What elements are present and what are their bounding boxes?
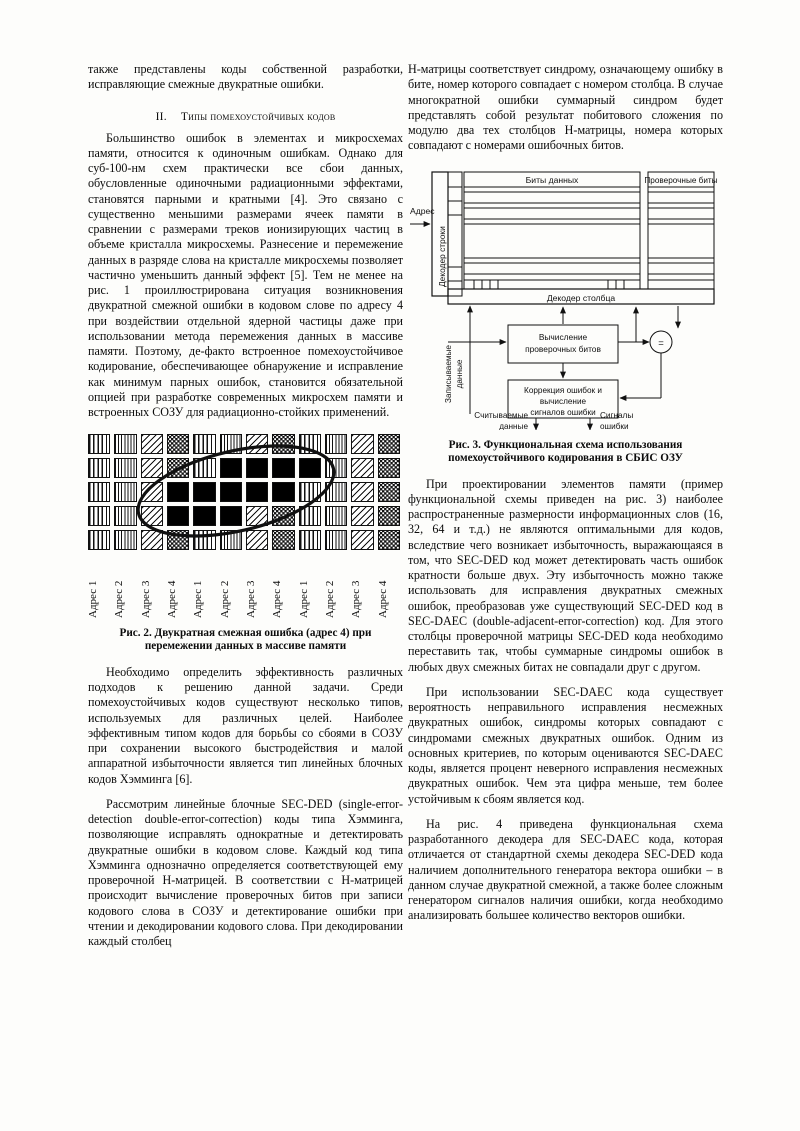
memory-cell xyxy=(141,458,163,478)
address-label: Адрес 4 xyxy=(166,580,179,618)
memory-cell xyxy=(114,506,136,526)
memory-cell xyxy=(272,434,294,454)
memory-cell xyxy=(193,530,215,550)
memory-cell xyxy=(246,530,268,550)
address-label: Адрес 4 xyxy=(376,580,389,618)
memory-cell xyxy=(325,458,347,478)
figure-3 xyxy=(408,162,723,430)
memory-cell xyxy=(272,530,294,550)
label-check-calc-line2: проверочных битов xyxy=(525,343,601,354)
memory-cell xyxy=(351,458,373,478)
address-label-row xyxy=(88,556,400,618)
memory-cell xyxy=(88,458,110,478)
memory-cell-error xyxy=(246,458,268,478)
address-label: Адрес 3 xyxy=(350,580,363,618)
left-column xyxy=(88,62,403,949)
figure-2-graphic xyxy=(88,434,400,550)
memory-cell xyxy=(88,434,110,454)
address-label: Адрес 1 xyxy=(297,580,310,618)
memory-cell xyxy=(167,434,189,454)
figure-2-caption: Рис. 2. Двукратная смежная ошибка (адрес 4) при перемежении данных в массиве памяти xyxy=(119,626,372,653)
memory-cell-error xyxy=(220,506,242,526)
figure-3-caption: Рис. 3. Функциональная схема использования помехоустойчивого кодирования в СБИС ОЗУ xyxy=(448,438,683,465)
label-comparator: = xyxy=(658,337,664,349)
memory-cell-error xyxy=(220,482,242,502)
label-address: Адрес xyxy=(410,205,435,216)
address-label: Адрес 3 xyxy=(245,580,258,618)
memory-cell xyxy=(351,482,373,502)
paragraph-p3: Необходимо определить эффективность различных подходов к решению данной задачи. Среди помехоустойчивых кодов существуют несколько типов, используемых для различных целей. Наиболее эффективным типом кодов для борьбы со сбоями в СОЗУ при сохранении высокого быстродействия и малой аппаратной избыточности является тип линейных блочных кодов Хэмминга [6]. xyxy=(88,664,403,786)
memory-cell-error xyxy=(246,482,268,502)
label-error-signals-line1: Сигналы xyxy=(600,410,634,420)
address-label: Адрес 1 xyxy=(192,580,205,618)
memory-cell-error xyxy=(220,458,242,478)
memory-cell xyxy=(299,530,321,550)
label-row-decoder: Декодер строки xyxy=(437,225,447,287)
label-write-data-line1: Записываемые xyxy=(444,344,453,403)
memory-cell xyxy=(114,458,136,478)
memory-cell-error xyxy=(272,482,294,502)
memory-cell xyxy=(114,434,136,454)
memory-cell xyxy=(220,434,242,454)
label-write-data-line2: данные xyxy=(455,359,464,388)
memory-cell xyxy=(325,482,347,502)
memory-cell xyxy=(378,458,400,478)
paragraph-p1: также представлены коды собственной разработки, исправляющие смежные двукратные ошибки. xyxy=(88,62,403,92)
memory-cell xyxy=(114,482,136,502)
memory-cell xyxy=(167,458,189,478)
label-read-data-line2: данные xyxy=(499,421,528,430)
label-check-calc-line1: Вычисление xyxy=(538,331,588,342)
memory-cell xyxy=(88,482,110,502)
memory-cell xyxy=(272,506,294,526)
paragraph-p4: Рассмотрим линейные блочные SEC-DED (single-error-detection double-error-correction) коды типа Хэмминга, позволяющие исправлять однократные и детектировать двукратные ошибки в кодовом слове. Каждый код типа Хэмминга однозначно определяется соответствующей ему проверочной H-матрицей. В соответствии с H-матрицей происходит вычисление проверочных битов при записи кодового слова в СОЗУ и детектирование ошибки при чтении и декодировании кодового слова. При декодировании каждый столбец xyxy=(88,796,403,949)
address-label: Адрес 4 xyxy=(271,580,284,618)
label-column-decoder: Декодер столбца xyxy=(546,292,616,303)
memory-cell xyxy=(351,506,373,526)
label-read-data-line1: Считываемые xyxy=(474,410,528,420)
memory-cell xyxy=(193,458,215,478)
figure-2 xyxy=(88,434,403,654)
label-data-bits: Биты данных xyxy=(525,174,579,185)
memory-cell xyxy=(325,530,347,550)
label-correction-line1: Коррекция ошибок и xyxy=(524,385,602,395)
memory-cell xyxy=(88,530,110,550)
memory-cell xyxy=(141,530,163,550)
memory-cell xyxy=(378,482,400,502)
memory-cell xyxy=(325,506,347,526)
memory-cell-error xyxy=(167,506,189,526)
memory-cell xyxy=(246,506,268,526)
memory-cell-error xyxy=(167,482,189,502)
paragraph-p7: При использовании SEC-DAEC кода существует вероятность неправильного исправления несмежных двукратных ошибок, синдромы которых совпадают с синдромами смежных двукратных ошибок. Одним из основных критериев, по которым оцениваются SEC-DAEC коды, является процент неверного исправления несмежных двукратных ошибок. Чем эта цифра меньше, тем более устойчивым к сбоям является код. xyxy=(408,684,723,806)
memory-cell xyxy=(378,530,400,550)
memory-cell xyxy=(351,434,373,454)
memory-cell xyxy=(141,434,163,454)
memory-cell xyxy=(325,434,347,454)
memory-cell-error xyxy=(299,458,321,478)
paragraph-p5: H-матрицы соответствует синдрому, означающему ошибку в бите, номер которого совпадает с номером столбца. В случае многократной ошибки суммарный синдром будет представлять собой результат побитового сложения по модулю два тех столбцов H-матрицы, номера которых совпадают с номерами ошибочных битов. xyxy=(408,62,723,153)
section-number: II. xyxy=(155,109,167,123)
address-label: Адрес 2 xyxy=(218,580,231,618)
label-check-bits: Проверочные биты xyxy=(644,175,718,185)
memory-cell xyxy=(114,530,136,550)
address-label: Адрес 1 xyxy=(87,580,99,618)
address-label: Адрес 2 xyxy=(113,580,126,618)
memory-cell xyxy=(351,530,373,550)
memory-cell xyxy=(299,434,321,454)
figure-3-block-diagram xyxy=(408,162,723,430)
memory-cell-error xyxy=(272,458,294,478)
paragraph-p8: На рис. 4 приведена функциональная схема разработанного декодера для SEC-DAEC кода, которая отличается от стандартной схемы декодера SEC-DED кода наличием дополнительного генератора вектора ошибки – в данном случае двукратной смежной, а также более сложным генератором сигналов наличия ошибки, когда необходимо анализировать большее количество векторов ошибки. xyxy=(408,816,723,923)
label-correction-line2: вычисление xyxy=(539,396,587,406)
memory-cell xyxy=(193,434,215,454)
memory-array-grid xyxy=(88,434,400,550)
memory-cell xyxy=(167,530,189,550)
memory-cell xyxy=(141,482,163,502)
paragraph-p2: Большинство ошибок в элементах и микросхемах памяти, относится к одиночным ошибкам. Однако для суб-100-нм схем практически все сбои данных, обусловленные одиночными радиационными эффектами, становятся парными и кратными [4]. Это связано с существенно меньшими размерами ячеек памяти в сравнении с размерами треков ионизирующих частиц в объеме кристалла микросхемы. Разнесение и перемежение данных в разряде слова на кристалле микросхемы позволяет частично уменьшить данный эффект [5]. Тем не менее на рис. 1 проиллюстрирована ситуация возникновения двукратной смежной ошибки в кодовом слове по адресу 4 при воздействии отдельной ядерной частицы даже при использовании метода перемежения данных в массиве памяти. Поэтому, де-факто встроенное помехоустойчивое кодирование, обеспечивающее обнаружение и исправление как минимум парных ошибок, становится обязательной опцией при разработке современных микросхем памяти и встроенных СОЗУ для радиационно-стойких применений. xyxy=(88,130,403,419)
memory-cell xyxy=(141,506,163,526)
address-label: Адрес 3 xyxy=(139,580,152,618)
memory-cell xyxy=(220,530,242,550)
memory-cell xyxy=(88,506,110,526)
memory-cell xyxy=(378,434,400,454)
memory-cell-error xyxy=(193,506,215,526)
section-title: Типы помехоустойчивых кодов xyxy=(180,109,336,123)
section-heading xyxy=(88,110,403,123)
label-error-signals-line2: ошибки xyxy=(600,421,629,430)
memory-cell xyxy=(246,434,268,454)
memory-cell xyxy=(378,506,400,526)
memory-cell xyxy=(299,506,321,526)
memory-cell-error xyxy=(193,482,215,502)
memory-cell xyxy=(299,482,321,502)
right-column xyxy=(408,62,723,924)
address-label: Адрес 2 xyxy=(324,580,337,618)
paragraph-p6: При проектировании элементов памяти (пример функциональной схемы приведен на рис. 3) наиболее распространенные размерности информационных слов (16, 32, 64 и т.д.) не являются оптимальными для кодов, вследствие чего возникает избыточность, выражающаяся в том, что SEC-DED код может детектировать часть ошибок кратности больше двух. Эту избыточность можно также использовать для исправления двукратных смежных ошибок, преобразовав уже существующий SEC-DED код в SEC-DAEC (double-adjacent-error-correction) код. Для этого столбцы проверочной матрицы SEC-DED кода необходимо переставить так, чтобы суммарные синдромы ошибок в любых двух смежных битах не совпадали друг с другом. xyxy=(408,476,723,674)
label-correction-line3: сигналов ошибки xyxy=(530,407,596,417)
